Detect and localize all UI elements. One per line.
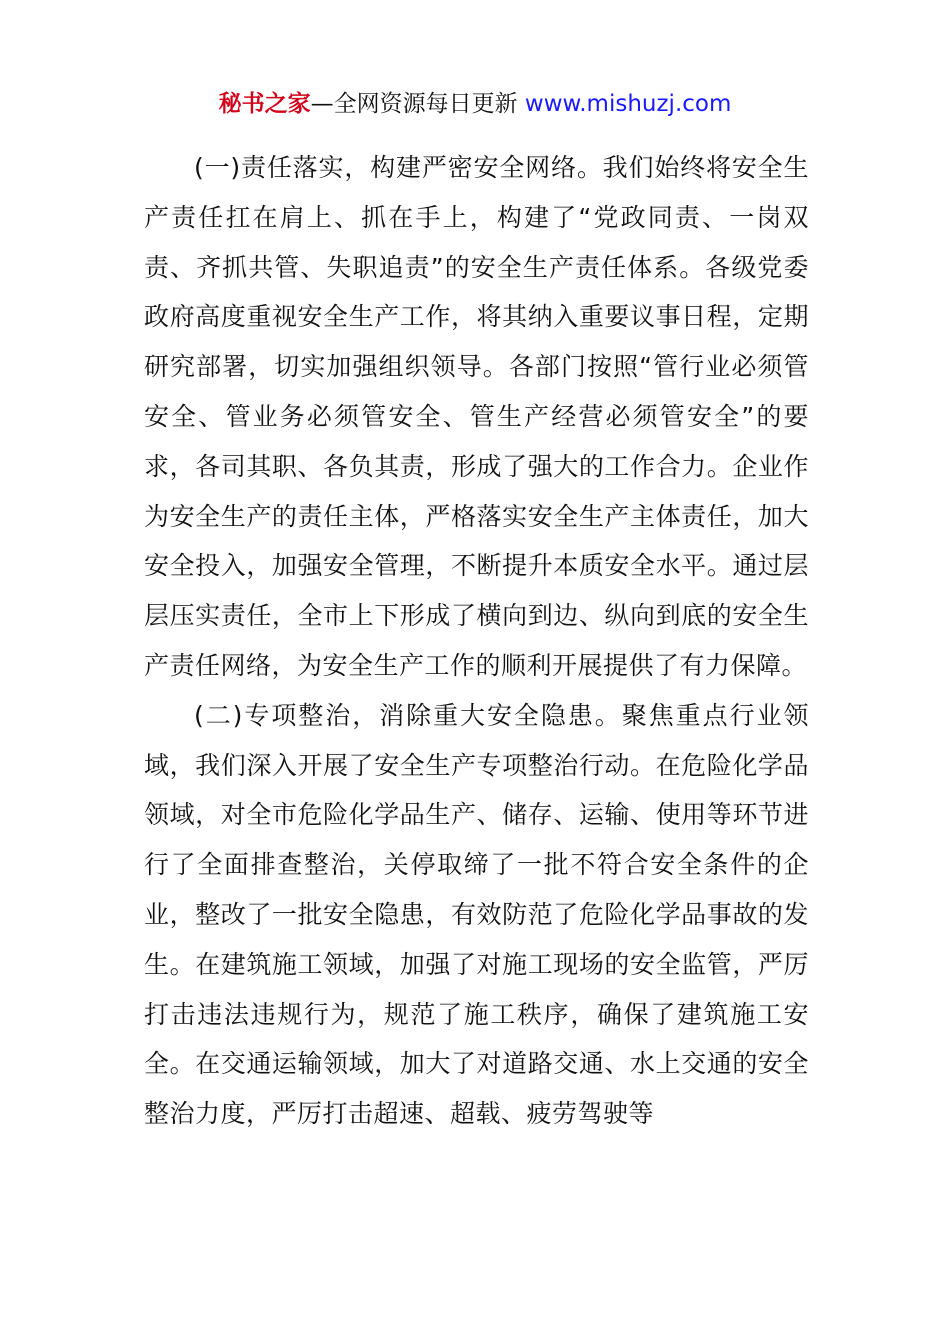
site-url-link[interactable]: www.mishuzj.com [524,91,732,117]
paragraph-responsibility: (一)责任落实，构建严密安全网络。我们始终将安全生产责任扛在肩上、抓在手上，构建了“党政同责、一岗双责、齐抓共管、失职追责”的安全生产责任体系。各级党委政府高度重视安全生产工作，将其纳入重要议事日程，定期研究部署，切实加强组织领导。各部门按照“管行业必须管安全、管业务必须管安全、管生产经营必须管安全”的要求，各司其职、各负其责，形成了强大的工作合力。企业作为安全生产的责任主体，严格落实安全生产主体责任，加大安全投入，加强安全管理，不断提升本质安全水平。通过层层压实责任，全市上下形成了横向到边、纵向到底的安全生产责任网络，为安全生产工作的顺利开展提供了有力保障。 [144,153,809,680]
page-header [0,86,950,122]
document-body [144,143,809,1139]
header-tagline: —全网资源每日更新 [310,91,525,117]
brand-name: 秘书之家 [218,91,311,117]
paragraph-special-rectification: (二)专项整治，消除重大安全隐患。聚焦重点行业领域，我们深入开展了安全生产专项整治行动。在危险化学品领域，对全市危险化学品生产、储存、运输、使用等环节进行了全面排查整治，关停取缔了一批不符合安全条件的企业，整改了一批安全隐患，有效防范了危险化学品事故的发生。在建筑施工领域，加强了对施工现场的安全监管，严厉打击违法违规行为，规范了施工秩序，确保了建筑施工安全。在交通运输领域，加大了对道路交通、水上交通的安全整治力度，严厉打击超速、超载、疲劳驾驶等 [144,700,809,1129]
